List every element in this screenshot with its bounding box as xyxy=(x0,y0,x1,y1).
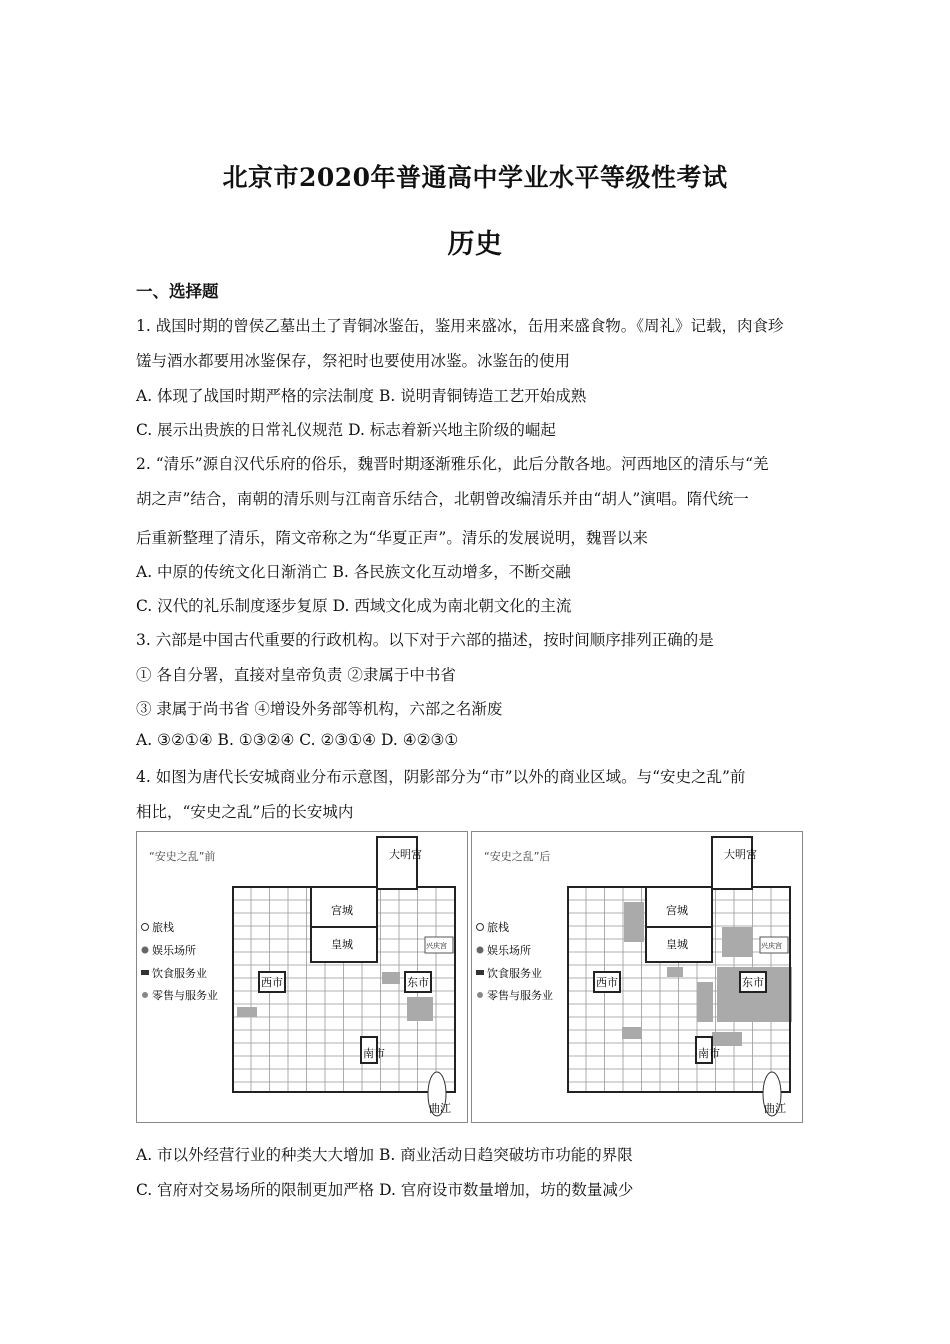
legend-retail: 零售与服务业 xyxy=(487,989,553,1002)
xingqing-label: 兴庆宫 xyxy=(426,942,447,950)
commerce-area xyxy=(624,902,644,942)
food-icon xyxy=(476,970,484,975)
legend-entertainment: 娱乐场所 xyxy=(487,944,531,957)
statement-line: ① 各自分署，直接对皇帝负责 ②隶属于中书省 xyxy=(136,666,456,684)
inn-icon xyxy=(477,924,484,931)
commerce-area xyxy=(382,972,400,984)
nanshi-label: 南市 xyxy=(363,1047,385,1060)
changan-map-before xyxy=(137,832,467,1122)
xingqing-label: 兴庆宫 xyxy=(761,942,782,950)
gongcheng-label: 宫城 xyxy=(331,904,353,917)
exam-title: 北京市2020年普通高中学业水平等级性考试 xyxy=(222,163,728,192)
legend-inn: 旅栈 xyxy=(487,921,509,934)
section-heading: 一、选择题 xyxy=(136,282,219,301)
xishi-label: 西市 xyxy=(596,976,618,989)
qujiang-label: 曲江 xyxy=(429,1102,451,1115)
map-legend xyxy=(476,920,553,1002)
nanshi-label: 南市 xyxy=(698,1047,720,1060)
map-after xyxy=(471,831,803,1123)
legend-food: 饮食服务业 xyxy=(152,967,207,980)
legend-food: 饮食服务业 xyxy=(487,967,542,980)
question-line: 4. 如图为唐代长安城商业分布示意图，阴影部分为“市”以外的商业区域。与“安史之乱”前 xyxy=(136,768,746,786)
commerce-area xyxy=(722,927,752,957)
huangcheng-label: 皇城 xyxy=(666,938,688,951)
question-line: 馐与酒水都要用冰鉴保存，祭祀时也要使用冰鉴。冰鉴缶的使用 xyxy=(136,352,571,370)
xishi-label: 西市 xyxy=(261,976,283,989)
question-line: 相比，“安史之乱”后的长安城内 xyxy=(136,803,354,821)
daming-palace xyxy=(377,837,417,889)
retail-icon xyxy=(477,992,483,998)
commerce-area xyxy=(622,1027,642,1039)
retail-icon xyxy=(142,992,148,998)
question-line: 2. “清乐”源自汉代乐府的俗乐，魏晋时期逐渐雅乐化，此后分散各地。河西地区的清乐与“羌 xyxy=(136,455,769,473)
commerce-area xyxy=(407,997,433,1021)
map-before xyxy=(136,831,468,1123)
entertainment-icon xyxy=(477,947,484,954)
daming-label: 大明宫 xyxy=(724,848,757,861)
gongcheng-label: 宫城 xyxy=(666,904,688,917)
daming-label: 大明宫 xyxy=(389,848,422,861)
subject-title: 历史 xyxy=(447,229,503,260)
dongshi-label: 东市 xyxy=(742,976,764,989)
legend-inn: 旅栈 xyxy=(152,921,174,934)
option-line: C. 汉代的礼乐制度逐步复原 D. 西域文化成为南北朝文化的主流 xyxy=(136,597,572,615)
huangcheng-label: 皇城 xyxy=(331,938,353,951)
food-icon xyxy=(141,970,149,975)
commerce-area xyxy=(237,1007,257,1017)
map-title: “安史之乱”前 xyxy=(149,850,216,863)
option-line: A. 中原的传统文化日渐消亡 B. 各民族文化互动增多，不断交融 xyxy=(136,563,571,581)
daming-palace xyxy=(712,837,752,889)
map-legend xyxy=(141,920,218,1002)
option-line: A. 市以外经营行业的种类大大增加 B. 商业活动日趋突破坊市功能的界限 xyxy=(136,1146,633,1164)
commerce-area xyxy=(697,982,713,1022)
question-line: 后重新整理了清乐，隋文帝称之为“华夏正声”。清乐的发展说明，魏晋以来 xyxy=(136,529,648,547)
option-line: A. ③②①④ B. ①③②④ C. ②③①④ D. ④②③① xyxy=(136,731,459,749)
question-line: 1. 战国时期的曾侯乙墓出土了青铜冰鉴缶，鉴用来盛冰，缶用来盛食物。《周礼》记载，肉食珍 xyxy=(136,317,784,335)
inn-icon xyxy=(142,924,149,931)
entertainment-icon xyxy=(142,947,149,954)
commerce-area xyxy=(667,967,683,977)
changan-map-after xyxy=(472,832,802,1122)
map-title: “安史之乱”后 xyxy=(484,850,551,863)
commerce-area xyxy=(712,1032,742,1046)
legend-entertainment: 娱乐场所 xyxy=(152,944,196,957)
option-line: A. 体现了战国时期严格的宗法制度 B. 说明青铜铸造工艺开始成熟 xyxy=(136,387,587,405)
qujiang-label: 曲江 xyxy=(764,1102,786,1115)
dongshi-label: 东市 xyxy=(407,976,429,989)
question-line: 胡之声”结合，南朝的清乐则与江南音乐结合，北朝曾改编清乐并由“胡人”演唱。隋代统一 xyxy=(136,490,749,508)
question-line: 3. 六部是中国古代重要的行政机构。以下对于六部的描述，按时间顺序排列正确的是 xyxy=(136,631,714,649)
legend-retail: 零售与服务业 xyxy=(152,989,218,1002)
statement-line: ③ 隶属于尚书省 ④增设外务部等机构，六部之名渐废 xyxy=(136,700,503,718)
option-line: C. 展示出贵族的日常礼仪规范 D. 标志着新兴地主阶级的崛起 xyxy=(136,421,556,439)
option-line: C. 官府对交易场所的限制更加严格 D. 官府设市数量增加，坊的数量减少 xyxy=(136,1181,634,1199)
